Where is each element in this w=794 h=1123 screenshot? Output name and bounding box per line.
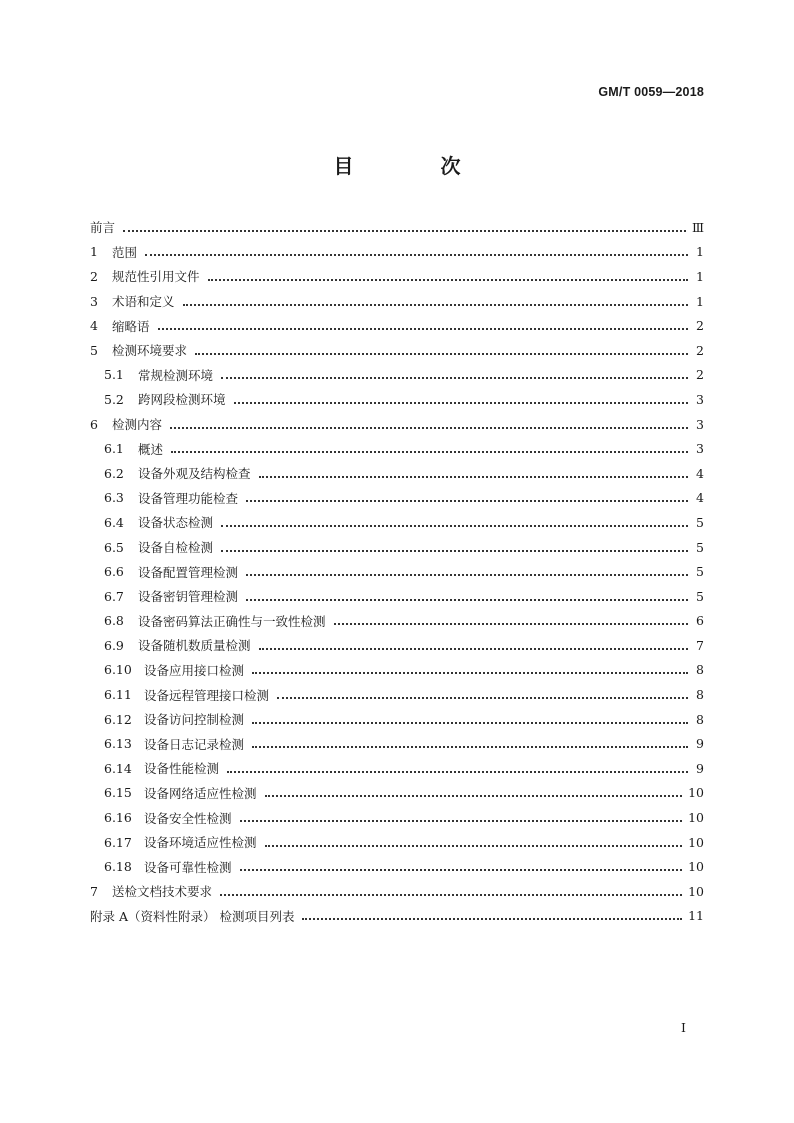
toc-entry[interactable] [90,338,704,363]
toc-entry-page: 8 [696,711,704,727]
toc-entry-number: 7 [90,883,98,899]
toc-entry[interactable] [90,264,704,289]
standard-code: GM/T 0059—2018 [598,85,704,99]
toc-entry-number: 6.9 [104,637,124,653]
dot-leader [240,819,683,822]
page-number: I [681,1020,686,1035]
toc-entry[interactable] [90,289,704,314]
toc-entry[interactable] [90,904,704,929]
toc-entry-number: 5 [90,342,98,358]
toc-entry-page: 10 [688,785,704,801]
toc-entry-page: 5 [696,588,704,604]
toc-entry-title: 设备应用接口检测 [144,662,245,678]
toc-entry-title: 设备自检检测 [138,540,214,556]
toc-entry-title: 设备密码算法正确性与一致性检测 [138,613,326,629]
toc-entry[interactable] [90,609,704,634]
toc-entry-number: 6.3 [104,490,124,506]
toc-entry[interactable] [90,731,704,756]
table-of-contents [90,215,704,928]
toc-entry-title: 缩略语 [112,318,150,334]
toc-entry[interactable] [90,215,704,240]
dot-leader [259,647,688,650]
toc-entry[interactable] [90,879,704,904]
toc-entry-number: 6.11 [104,687,132,703]
toc-entry-title: 设备外观及结构检查 [138,466,251,482]
toc-entry-title: 设备环境适应性检测 [144,835,257,851]
toc-entry-page: 2 [696,318,704,334]
toc-entry[interactable] [90,436,704,461]
dot-leader [265,794,683,797]
toc-entry-number: 6 [90,416,98,432]
toc-entry-title: 概述 [138,441,164,457]
toc-entry[interactable] [90,707,704,732]
toc-entry-title: 设备性能检测 [144,761,220,777]
dot-leader [252,671,688,674]
toc-entry-title: 设备安全性检测 [144,810,232,826]
toc-entry[interactable] [90,584,704,609]
toc-entry-title: 设备配置管理检测 [138,564,239,580]
toc-entry-title: 设备远程管理接口检测 [144,687,270,703]
dot-leader [158,327,688,330]
toc-entry-title: 设备日志记录检测 [144,736,245,752]
toc-entry-title: 设备随机数质量检测 [138,638,251,654]
page-title: 目 次 [333,154,501,178]
toc-entry-title: 规范性引用文件 [112,269,200,285]
toc-entry-number: 6.18 [104,859,132,875]
dot-leader [170,426,688,429]
toc-entry-page: 10 [688,883,704,899]
dot-leader [195,352,688,355]
toc-entry-number: 6.15 [104,785,132,801]
toc-entry-number: 6.1 [104,441,124,457]
dot-leader [234,401,688,404]
toc-entry-page: Ⅲ [691,219,704,235]
toc-entry-page: 3 [696,441,704,457]
toc-entry[interactable] [90,412,704,437]
toc-entry-page: 5 [696,514,704,530]
toc-entry-number: 6.6 [104,564,124,580]
toc-entry-number: 6.2 [104,465,124,481]
dot-leader [277,696,688,699]
dot-leader [221,376,688,379]
toc-entry-number: 5.1 [104,367,124,383]
toc-entry[interactable] [90,363,704,388]
toc-entry-number: 6.8 [104,613,124,629]
toc-entry-title: 设备状态检测 [138,515,214,531]
dot-leader [221,549,688,552]
toc-entry-number: 6.7 [104,588,124,604]
toc-entry[interactable] [90,781,704,806]
toc-entry[interactable] [90,486,704,511]
dot-leader [252,745,688,748]
toc-entry-page: 8 [696,687,704,703]
toc-entry-page: 3 [696,416,704,432]
toc-entry-title: 常规检测环境 [138,367,214,383]
dot-leader [123,229,686,232]
toc-entry-title: 范围 [112,244,138,260]
toc-entry[interactable] [90,682,704,707]
toc-entry-page: 1 [696,268,704,284]
toc-entry-number: 6.16 [104,810,132,826]
toc-entry-number: 1 [90,244,98,260]
toc-entry-number: 6.13 [104,736,132,752]
toc-entry[interactable] [90,240,704,265]
toc-entry-number: 6.5 [104,539,124,555]
toc-entry-page: 3 [696,391,704,407]
toc-entry[interactable] [90,756,704,781]
toc-entry-page: 1 [696,244,704,260]
toc-entry-page: 2 [696,342,704,358]
toc-entry[interactable] [90,830,704,855]
toc-entry[interactable] [90,854,704,879]
dot-leader [246,573,688,576]
toc-entry[interactable] [90,510,704,535]
toc-entry-page: 10 [688,810,704,826]
dot-leader [252,721,688,724]
toc-entry-page: 10 [688,834,704,850]
toc-entry-page: 4 [696,490,704,506]
toc-entry-page: 2 [696,367,704,383]
toc-entry-page: 5 [696,564,704,580]
toc-entry-title: 检测内容 [112,417,163,433]
toc-entry-number: 4 [90,318,98,334]
toc-entry-page: 1 [696,293,704,309]
toc-entry-number: 2 [90,268,98,284]
toc-entry-title: 前言 [90,220,116,236]
toc-entry-page: 8 [696,662,704,678]
toc-entry[interactable] [90,658,704,683]
toc-entry-title: 术语和定义 [112,294,175,310]
toc-entry-number: 6.17 [104,834,132,850]
dot-leader [145,253,688,256]
dot-leader [246,598,688,601]
dot-leader [259,475,688,478]
toc-entry-page: 4 [696,465,704,481]
toc-entry-number: 5.2 [104,391,124,407]
dot-leader [246,499,688,502]
toc-entry[interactable] [90,313,704,338]
dot-leader [240,868,683,871]
toc-entry-page: 7 [696,637,704,653]
toc-entry-title: 设备可靠性检测 [144,859,232,875]
dot-leader [220,893,682,896]
toc-entry-page: 9 [696,760,704,776]
toc-entry-title: 设备管理功能检查 [138,490,239,506]
toc-entry-title: 设备网络适应性检测 [144,785,257,801]
toc-entry-page: 6 [696,613,704,629]
toc-entry[interactable] [90,633,704,658]
toc-entry[interactable] [90,535,704,560]
toc-entry-number: 3 [90,293,98,309]
toc-entry-title: 设备访问控制检测 [144,712,245,728]
toc-entry[interactable] [90,387,704,412]
dot-leader [265,844,683,847]
toc-entry-number: 6.4 [104,514,124,530]
toc-entry-number: 6.12 [104,711,132,727]
toc-entry-title: 送检文档技术要求 [112,884,213,900]
dot-leader [227,770,688,773]
toc-entry-title: 跨网段检测环境 [138,392,226,408]
dot-leader [183,303,688,306]
toc-entry-number: 6.14 [104,760,132,776]
dot-leader [208,278,688,281]
toc-entry-page: 11 [688,908,704,924]
dot-leader [171,450,688,453]
toc-entry-number: 6.10 [104,662,132,678]
dot-leader [334,622,688,625]
toc-entry-page: 9 [696,736,704,752]
toc-entry-title: 设备密钥管理检测 [138,589,239,605]
dot-leader [302,917,682,920]
toc-entry-page: 10 [688,859,704,875]
toc-entry[interactable] [90,559,704,584]
toc-entry[interactable] [90,805,704,830]
toc-entry-page: 5 [696,539,704,555]
toc-entry[interactable] [90,461,704,486]
dot-leader [221,524,688,527]
toc-entry-title: 检测环境要求 [112,343,188,359]
toc-entry-title: 附录 A（资料性附录） 检测项目列表 [90,908,295,924]
